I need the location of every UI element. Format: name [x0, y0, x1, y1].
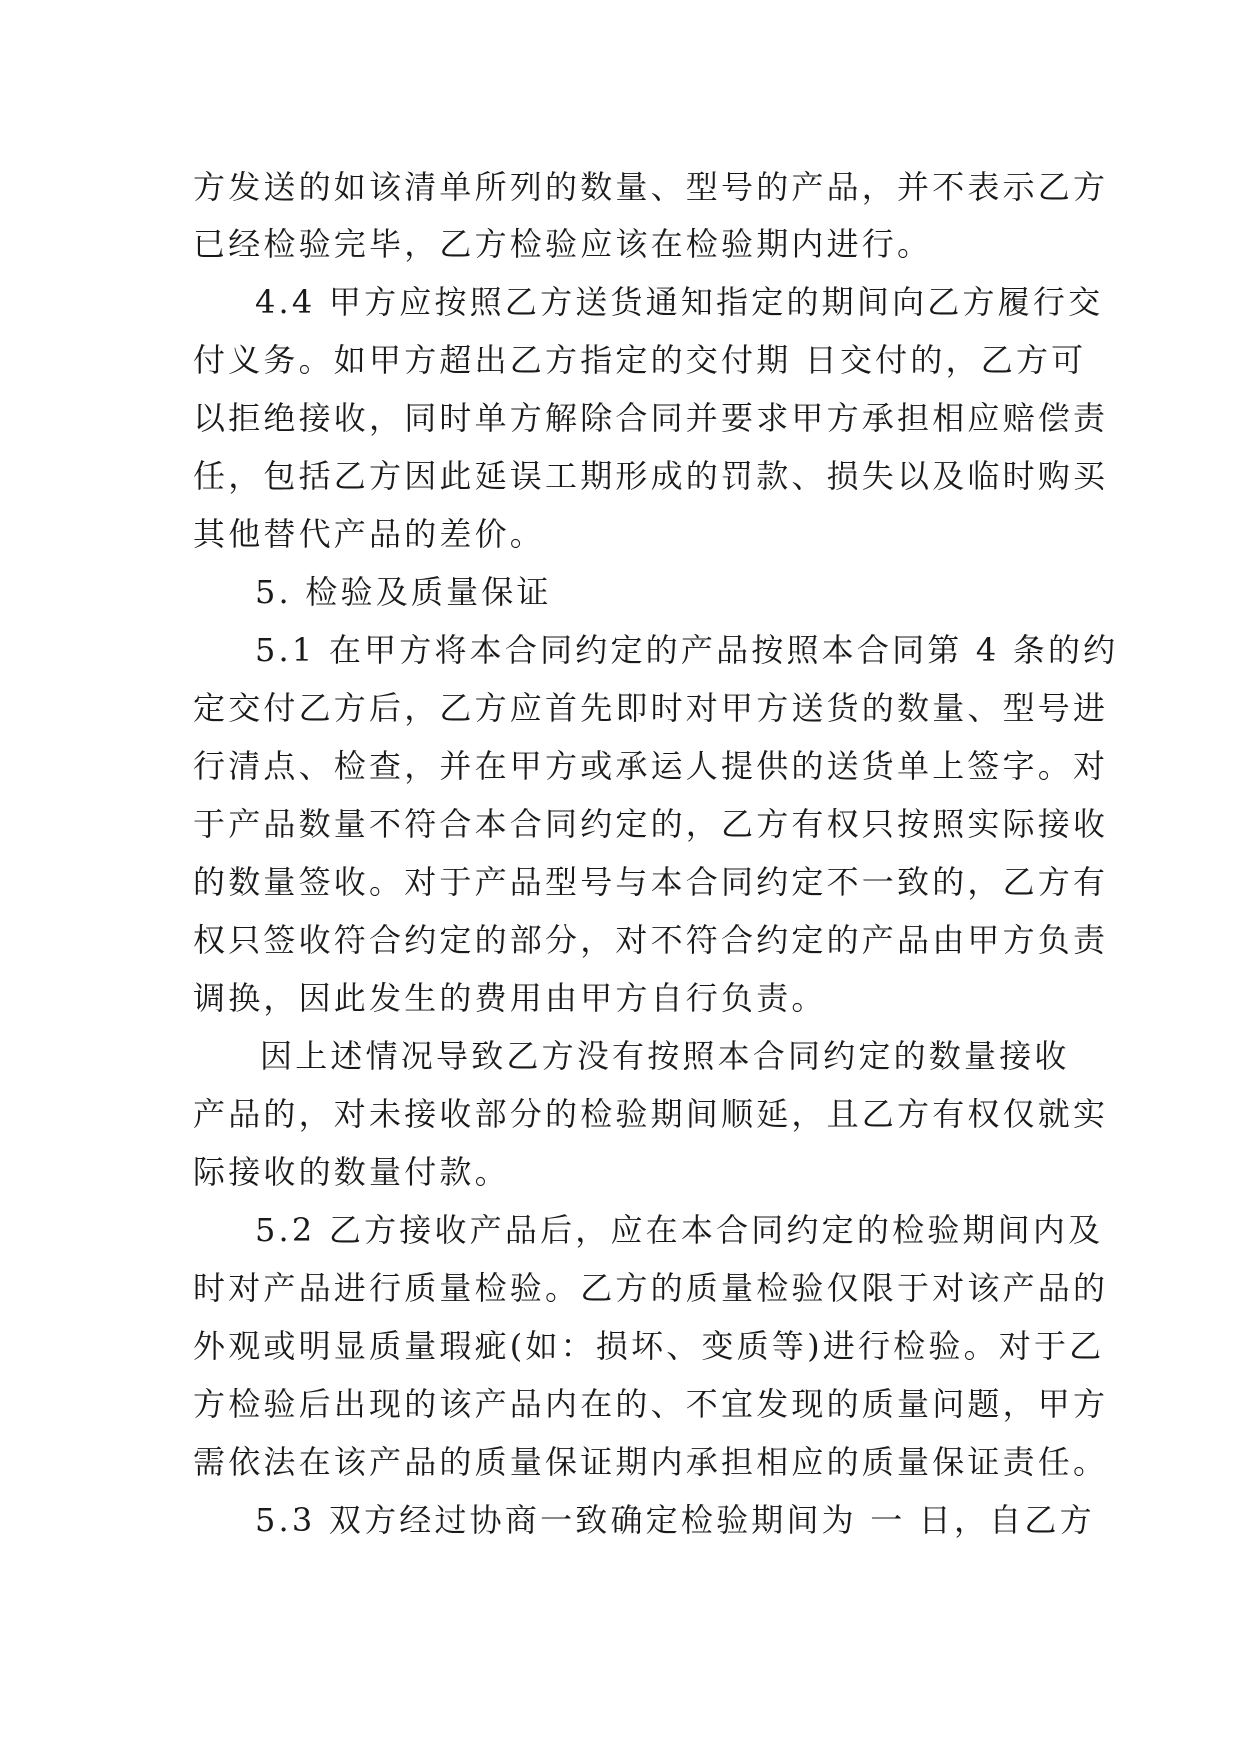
text-line: 以拒绝接收，同时单方解除合同并要求甲方承担相应赔偿责: [193, 399, 1109, 437]
text-line: 外观或明显质量瑕疵(如：损坏、变质等)进行检验。对于乙: [193, 1327, 1105, 1365]
text-line: 定交付乙方后，乙方应首先即时对甲方送货的数量、型号进: [193, 689, 1109, 727]
text-line: 产品的，对未接收部分的检验期间顺延，且乙方有权仅就实: [193, 1095, 1109, 1133]
clause-5-1: 5.1 在甲方将本合同约定的产品按照本合同第 4 条的约: [255, 631, 1119, 669]
text-line: 行清点、检查，并在甲方或承运人提供的送货单上签字。对: [193, 747, 1109, 785]
clause-4-4: 4.4 甲方应按照乙方送货通知指定的期间向乙方履行交: [255, 283, 1104, 321]
text-line: 方发送的如该清单所列的数量、型号的产品，并不表示乙方: [193, 168, 1109, 206]
text-line: 其他替代产品的差价。: [193, 515, 546, 553]
text-line: 付义务。如甲方超出乙方指定的交付期 日交付的，乙方可: [193, 341, 1087, 379]
clause-5-3: 5.3 双方经过协商一致确定检验期间为 一 日，自乙方: [255, 1501, 1095, 1539]
text-line: 已经检验完毕，乙方检验应该在检验期内进行。: [193, 225, 933, 263]
text-line: 于产品数量不符合本合同约定的，乙方有权只按照实际接收: [193, 805, 1109, 843]
text-line: 权只签收符合约定的部分，对不符合约定的产品由甲方负责: [193, 921, 1109, 959]
section-heading-5: 5. 检验及质量保证: [255, 573, 552, 611]
text-line: 方检验后出现的该产品内在的、不宜发现的质量问题，甲方: [193, 1385, 1109, 1423]
paragraph-start: 因上述情况导致乙方没有按照本合同约定的数量接收: [260, 1037, 1070, 1075]
text-line: 需依法在该产品的质量保证期内承担相应的质量保证责任。: [193, 1443, 1109, 1481]
text-line: 的数量签收。对于产品型号与本合同约定不一致的，乙方有: [193, 863, 1109, 901]
clause-5-2: 5.2 乙方接收产品后，应在本合同约定的检验期间内及: [255, 1211, 1104, 1249]
text-line: 时对产品进行质量检验。乙方的质量检验仅限于对该产品的: [193, 1269, 1109, 1307]
text-line: 任，包括乙方因此延误工期形成的罚款、损失以及临时购买: [193, 457, 1109, 495]
text-line: 调换，因此发生的费用由甲方自行负责。: [193, 979, 827, 1017]
text-line: 际接收的数量付款。: [193, 1153, 510, 1191]
